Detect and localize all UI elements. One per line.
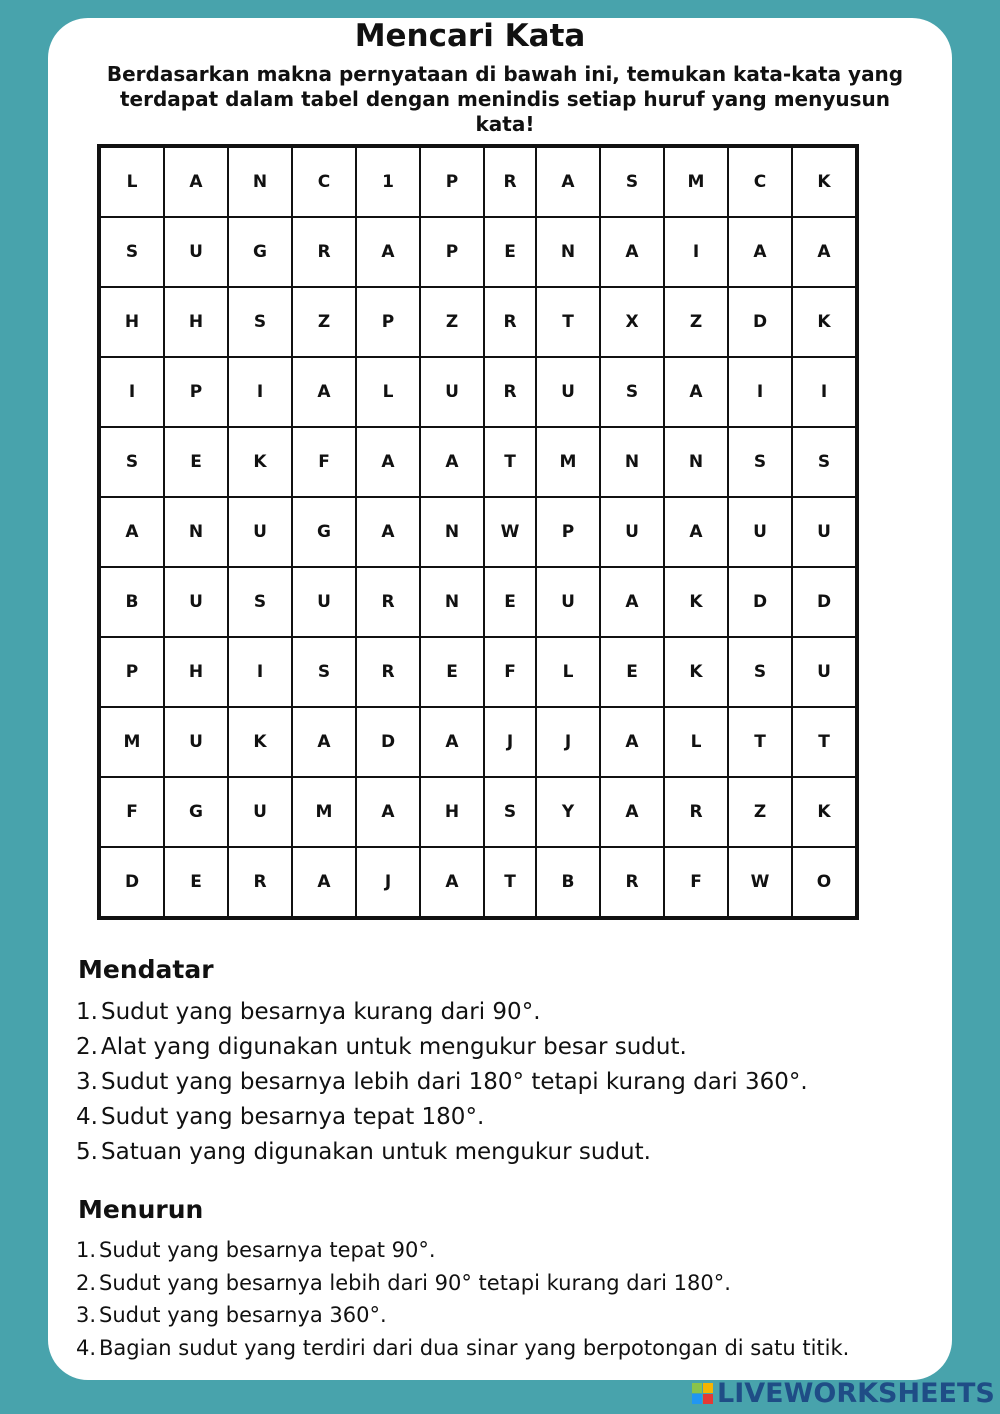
- grid-cell[interactable]: S: [728, 427, 792, 497]
- clue-item: [76, 995, 808, 1030]
- grid-cell[interactable]: Z: [292, 287, 356, 357]
- grid-cell[interactable]: T: [484, 427, 536, 497]
- grid-cell[interactable]: S: [728, 637, 792, 707]
- grid-cell[interactable]: F: [484, 637, 536, 707]
- logo-icon: [692, 1383, 713, 1404]
- grid-cell[interactable]: T: [792, 707, 857, 777]
- clue-number: 1.: [75, 1238, 96, 1262]
- grid-cell[interactable]: U: [292, 567, 356, 637]
- clue-text: Sudut yang besarnya tepat 90°.: [99, 1238, 436, 1262]
- grid-cell[interactable]: U: [792, 637, 857, 707]
- mendatar-heading: Mendatar: [78, 955, 214, 984]
- grid-cell[interactable]: Y: [536, 777, 600, 847]
- clue-number: 5.: [76, 1139, 98, 1165]
- grid-cell[interactable]: 1: [356, 146, 420, 217]
- clue-number: 1.: [76, 999, 98, 1025]
- grid-cell[interactable]: A: [600, 567, 664, 637]
- grid-cell[interactable]: A: [99, 497, 164, 567]
- grid-cell[interactable]: K: [228, 707, 292, 777]
- grid-cell[interactable]: F: [292, 427, 356, 497]
- grid-cell[interactable]: A: [292, 847, 356, 918]
- grid-cell[interactable]: M: [536, 427, 600, 497]
- grid-cell[interactable]: K: [228, 427, 292, 497]
- grid-cell[interactable]: I: [99, 357, 164, 427]
- menurun-list: [74, 1234, 849, 1364]
- grid-cell[interactable]: A: [420, 707, 484, 777]
- clue-item: [76, 1030, 808, 1065]
- grid-cell[interactable]: C: [728, 146, 792, 217]
- grid-cell[interactable]: S: [600, 357, 664, 427]
- grid-row: [99, 777, 857, 847]
- grid-cell[interactable]: B: [536, 847, 600, 918]
- grid-cell[interactable]: J: [356, 847, 420, 918]
- clue-item: [74, 1267, 849, 1300]
- grid-cell[interactable]: R: [356, 567, 420, 637]
- grid-cell[interactable]: A: [420, 847, 484, 918]
- page-title: Mencari Kata: [354, 18, 586, 54]
- grid-cell[interactable]: E: [164, 847, 228, 918]
- grid-cell[interactable]: F: [99, 777, 164, 847]
- grid-cell[interactable]: A: [164, 146, 228, 217]
- grid-cell[interactable]: A: [356, 497, 420, 567]
- grid-cell[interactable]: M: [292, 777, 356, 847]
- grid-cell[interactable]: E: [484, 567, 536, 637]
- grid-cell[interactable]: R: [600, 847, 664, 918]
- grid-row: [99, 146, 857, 217]
- grid-cell[interactable]: I: [728, 357, 792, 427]
- clue-text: Sudut yang besarnya lebih dari 90° tetapi kurang dari 180°.: [99, 1270, 731, 1295]
- grid-cell[interactable]: A: [292, 357, 356, 427]
- grid-cell[interactable]: E: [600, 637, 664, 707]
- grid-cell[interactable]: I: [664, 217, 728, 287]
- grid-cell[interactable]: N: [164, 497, 228, 567]
- grid-cell[interactable]: R: [484, 357, 536, 427]
- grid-cell[interactable]: S: [99, 427, 164, 497]
- grid-cell[interactable]: P: [420, 146, 484, 217]
- grid-cell[interactable]: D: [792, 567, 857, 637]
- grid-cell[interactable]: K: [792, 146, 857, 217]
- mendatar-list: [76, 995, 808, 1170]
- grid-row: [99, 357, 857, 427]
- grid-cell[interactable]: Z: [664, 287, 728, 357]
- grid-cell[interactable]: K: [792, 287, 857, 357]
- grid-cell[interactable]: D: [99, 847, 164, 918]
- logo-text: LIVEWORKSHEETS: [717, 1378, 995, 1409]
- grid-cell[interactable]: E: [420, 637, 484, 707]
- grid-row: [99, 217, 857, 287]
- clue-text: Sudut yang besarnya 360°.: [99, 1303, 387, 1327]
- grid-cell[interactable]: E: [484, 217, 536, 287]
- grid-row: [99, 287, 857, 357]
- clue-item: [74, 1332, 849, 1365]
- grid-cell[interactable]: R: [484, 287, 536, 357]
- clue-number: 2.: [76, 1034, 98, 1060]
- grid-cell[interactable]: H: [99, 287, 164, 357]
- grid-cell[interactable]: N: [536, 217, 600, 287]
- grid-cell[interactable]: K: [664, 637, 728, 707]
- grid-cell[interactable]: T: [728, 707, 792, 777]
- grid-cell[interactable]: P: [536, 497, 600, 567]
- word-search-grid: [97, 144, 859, 920]
- grid-cell[interactable]: A: [792, 217, 857, 287]
- grid-cell[interactable]: R: [356, 637, 420, 707]
- grid-cell[interactable]: L: [99, 146, 164, 217]
- grid-cell[interactable]: S: [228, 567, 292, 637]
- grid-cell[interactable]: A: [420, 427, 484, 497]
- grid-cell[interactable]: P: [356, 287, 420, 357]
- grid-cell[interactable]: X: [600, 287, 664, 357]
- grid-row: [99, 497, 857, 567]
- grid-cell[interactable]: G: [228, 217, 292, 287]
- grid-cell[interactable]: U: [420, 357, 484, 427]
- grid-cell[interactable]: K: [792, 777, 857, 847]
- clue-number: 3.: [75, 1303, 96, 1327]
- grid-cell[interactable]: I: [228, 637, 292, 707]
- grid-cell[interactable]: E: [164, 427, 228, 497]
- grid-cell[interactable]: S: [484, 777, 536, 847]
- grid-cell[interactable]: U: [164, 217, 228, 287]
- grid-cell[interactable]: D: [728, 287, 792, 357]
- grid-row: [99, 427, 857, 497]
- grid-cell[interactable]: A: [600, 707, 664, 777]
- clue-number: 4.: [76, 1104, 98, 1130]
- grid-cell[interactable]: M: [664, 146, 728, 217]
- grid-cell[interactable]: M: [99, 707, 164, 777]
- grid-cell[interactable]: A: [600, 777, 664, 847]
- grid-cell[interactable]: H: [420, 777, 484, 847]
- grid-cell[interactable]: L: [664, 707, 728, 777]
- grid-cell[interactable]: U: [792, 497, 857, 567]
- grid-cell[interactable]: U: [600, 497, 664, 567]
- grid-cell[interactable]: R: [664, 777, 728, 847]
- grid-cell[interactable]: A: [664, 497, 728, 567]
- grid-cell[interactable]: O: [792, 847, 857, 918]
- grid-cell[interactable]: T: [536, 287, 600, 357]
- grid-cell[interactable]: A: [356, 217, 420, 287]
- grid-cell[interactable]: S: [792, 427, 857, 497]
- grid-cell[interactable]: N: [228, 146, 292, 217]
- clue-item: [76, 1100, 808, 1135]
- grid-cell[interactable]: R: [484, 146, 536, 217]
- grid-cell[interactable]: G: [164, 777, 228, 847]
- clue-text: Satuan yang digunakan untuk mengukur sudut.: [101, 1139, 651, 1165]
- clue-text: Sudut yang besarnya tepat 180°.: [101, 1104, 485, 1130]
- grid-cell[interactable]: W: [728, 847, 792, 918]
- clue-number: 3.: [76, 1069, 98, 1095]
- grid-cell[interactable]: K: [664, 567, 728, 637]
- grid-row: [99, 567, 857, 637]
- grid-cell[interactable]: B: [99, 567, 164, 637]
- grid-cell[interactable]: S: [228, 287, 292, 357]
- grid-cell[interactable]: S: [600, 146, 664, 217]
- grid-cell[interactable]: S: [292, 637, 356, 707]
- clue-text: Sudut yang besarnya kurang dari 90°.: [101, 999, 541, 1025]
- grid-cell[interactable]: H: [164, 637, 228, 707]
- grid-cell[interactable]: U: [164, 707, 228, 777]
- clue-text: Bagian sudut yang terdiri dari dua sinar yang berpotongan di satu titik.: [99, 1335, 850, 1360]
- grid-cell[interactable]: W: [484, 497, 536, 567]
- grid-cell[interactable]: P: [99, 637, 164, 707]
- grid-cell[interactable]: T: [484, 847, 536, 918]
- clue-item: [74, 1299, 849, 1332]
- grid-cell[interactable]: A: [356, 427, 420, 497]
- grid-cell[interactable]: U: [228, 777, 292, 847]
- grid-cell[interactable]: A: [292, 707, 356, 777]
- clue-number: 4.: [75, 1335, 96, 1360]
- grid-row: [99, 707, 857, 777]
- grid-cell[interactable]: P: [164, 357, 228, 427]
- instructions: Berdasarkan makna pernyataan di bawah ini, temukan kata-kata yang terdapat dalam tabel dengan menindis setiap huruf yang menyusun kata!: [106, 62, 904, 136]
- grid-cell[interactable]: G: [292, 497, 356, 567]
- grid-cell[interactable]: L: [536, 637, 600, 707]
- grid-cell[interactable]: A: [664, 357, 728, 427]
- grid-cell[interactable]: P: [420, 217, 484, 287]
- grid-cell[interactable]: R: [228, 847, 292, 918]
- grid-cell[interactable]: N: [420, 497, 484, 567]
- grid-cell[interactable]: A: [356, 777, 420, 847]
- liveworksheets-logo: [692, 1378, 995, 1409]
- clue-item: [74, 1234, 849, 1267]
- menurun-heading: Menurun: [78, 1195, 204, 1224]
- grid-cell[interactable]: N: [600, 427, 664, 497]
- grid-cell[interactable]: N: [420, 567, 484, 637]
- grid-cell[interactable]: L: [356, 357, 420, 427]
- clue-number: 2.: [75, 1270, 96, 1295]
- grid-cell[interactable]: D: [728, 567, 792, 637]
- grid-cell[interactable]: U: [164, 567, 228, 637]
- grid-cell[interactable]: I: [792, 357, 857, 427]
- grid-cell[interactable]: Z: [728, 777, 792, 847]
- grid-cell[interactable]: C: [292, 146, 356, 217]
- grid-cell[interactable]: H: [164, 287, 228, 357]
- grid-cell[interactable]: J: [484, 707, 536, 777]
- grid-cell[interactable]: N: [664, 427, 728, 497]
- grid-cell[interactable]: J: [536, 707, 600, 777]
- clue-text: Sudut yang besarnya lebih dari 180° tetapi kurang dari 360°.: [101, 1069, 808, 1095]
- grid-cell[interactable]: Z: [420, 287, 484, 357]
- grid-cell[interactable]: F: [664, 847, 728, 918]
- grid-cell[interactable]: A: [536, 146, 600, 217]
- clue-item: [76, 1135, 808, 1170]
- clue-item: [76, 1065, 808, 1100]
- grid-cell[interactable]: U: [536, 357, 600, 427]
- grid-cell[interactable]: A: [600, 217, 664, 287]
- grid-cell[interactable]: U: [536, 567, 600, 637]
- grid-cell[interactable]: I: [228, 357, 292, 427]
- grid-cell[interactable]: U: [728, 497, 792, 567]
- grid-cell[interactable]: S: [99, 217, 164, 287]
- grid-cell[interactable]: U: [228, 497, 292, 567]
- grid-row: [99, 637, 857, 707]
- grid-cell[interactable]: A: [728, 217, 792, 287]
- grid-row: [99, 847, 857, 918]
- grid-cell[interactable]: D: [356, 707, 420, 777]
- clue-text: Alat yang digunakan untuk mengukur besar sudut.: [101, 1034, 687, 1060]
- grid-cell[interactable]: R: [292, 217, 356, 287]
